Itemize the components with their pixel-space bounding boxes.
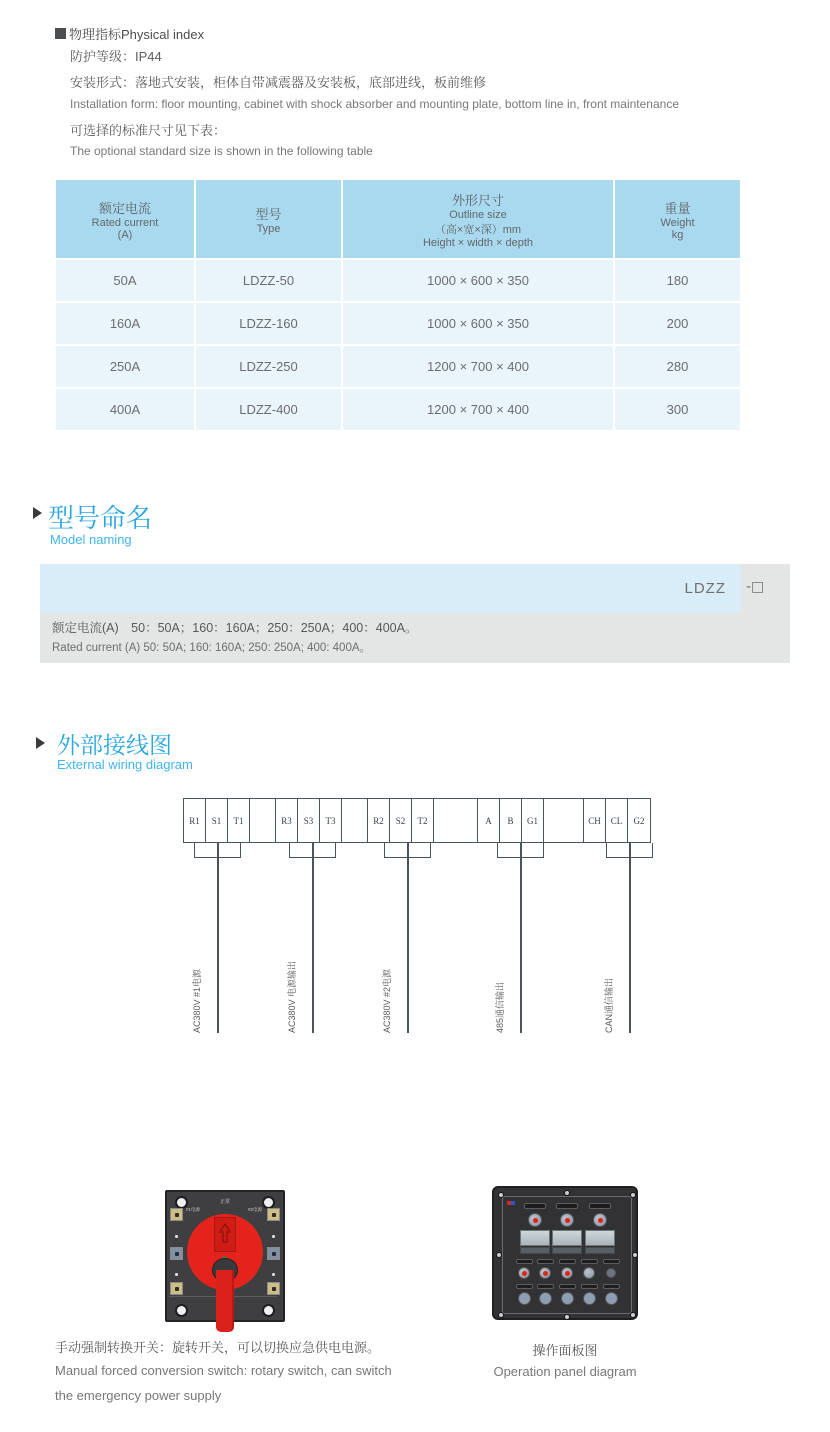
screw-dot	[630, 1312, 636, 1318]
terminal-strip	[183, 798, 651, 843]
mounting-hole	[175, 1304, 188, 1317]
indicator-light	[560, 1213, 574, 1227]
wiring-heading-en: External wiring diagram	[57, 757, 193, 772]
physical-index-title	[55, 24, 204, 43]
standard-size-table	[56, 180, 734, 432]
terminal: S2	[389, 799, 412, 842]
wire-label: AC380V #2电源	[382, 968, 392, 1033]
terminal: CH	[583, 799, 606, 842]
label-pill	[603, 1284, 620, 1289]
screw-dot	[496, 1252, 502, 1258]
indicator-dot	[175, 1235, 178, 1238]
model-naming-heading-en: Model naming	[50, 532, 132, 547]
lcd-display	[552, 1230, 582, 1246]
screw-dot	[498, 1312, 504, 1318]
terminal-spacer	[544, 799, 584, 842]
label-pill	[516, 1284, 533, 1289]
display-label-bar	[552, 1247, 582, 1254]
wire-line	[312, 843, 314, 1033]
header-rated-current: 额定电流 Rated current (A)	[56, 180, 194, 258]
terminal-block	[267, 1282, 280, 1295]
terminal: T1	[227, 799, 250, 842]
indicator-dot	[272, 1273, 275, 1276]
wire-line	[520, 843, 522, 1033]
screw-dot	[632, 1252, 638, 1258]
terminal-block	[267, 1208, 280, 1221]
wire-line	[407, 843, 409, 1033]
model-code: LDZZ	[684, 580, 726, 597]
terminal-block	[267, 1247, 280, 1260]
external-wiring-diagram	[0, 790, 830, 1050]
panel-button	[561, 1292, 574, 1305]
panel-caption-zh: 操作面板图	[532, 1343, 598, 1358]
panel-button	[583, 1292, 596, 1305]
model-naming-block	[40, 564, 790, 663]
model-naming-heading-zh: 型号命名	[48, 503, 153, 533]
rotary-switch-figure	[165, 1190, 285, 1332]
switch-right-label: #2电源	[248, 1207, 263, 1212]
terminal: S3	[297, 799, 320, 842]
table-header-row	[56, 180, 734, 258]
lcd-display	[585, 1230, 615, 1246]
screw-dot	[630, 1192, 636, 1198]
model-suffix-box: -□	[746, 579, 765, 595]
label-pill	[516, 1259, 533, 1264]
mounting-hole	[262, 1304, 275, 1317]
operation-panel-figure	[492, 1186, 638, 1320]
screw-dot	[564, 1190, 570, 1196]
wire-label: AC380V 电源输出	[287, 960, 297, 1033]
panel-button	[605, 1292, 618, 1305]
lcd-display	[520, 1230, 550, 1246]
label-pill	[581, 1259, 598, 1264]
table-row: 160A LDZZ-160 1000 × 600 × 350 200	[56, 303, 734, 344]
indicator-dot	[272, 1235, 275, 1238]
label-pill	[524, 1203, 546, 1209]
wire-label: 485通信输出	[495, 981, 505, 1033]
screw-dot	[564, 1314, 570, 1320]
label-pill	[556, 1203, 578, 1209]
terminal: S1	[205, 799, 228, 842]
indicator-light	[593, 1213, 607, 1227]
terminal-block	[170, 1282, 183, 1295]
switch-caption-en2: the emergency power supply	[55, 1388, 222, 1403]
terminal-block	[170, 1247, 183, 1260]
label-pill	[603, 1259, 620, 1264]
panel-button	[583, 1267, 595, 1279]
display-label-bar	[585, 1247, 615, 1254]
terminal: A	[477, 799, 500, 842]
switch-caption-en1: Manual forced conversion switch: rotary switch, can switch	[55, 1363, 392, 1378]
wire-label: CAN通信输出	[604, 977, 614, 1033]
indicator-light	[528, 1213, 542, 1227]
section-arrow-icon	[33, 507, 42, 519]
panel-button	[518, 1267, 530, 1279]
indicator-dot	[175, 1273, 178, 1276]
switch-caption-zh: 手动强制转换开关：旋转开关，可以切换应急供电电源。	[55, 1340, 381, 1355]
label-pill	[559, 1284, 576, 1289]
header-outline-size: 外形尺寸 Outline size （高×宽×深）mm Height × width × depth	[343, 180, 613, 258]
panel-caption-en: Operation panel diagram	[493, 1364, 637, 1379]
terminal: R2	[367, 799, 390, 842]
install-form-line-zh: 安装形式：落地式安装，柜体自带减震器及安装板，底部进线，板前维修	[70, 75, 487, 90]
label-pill	[559, 1259, 576, 1264]
terminal: T2	[411, 799, 434, 842]
panel-button	[561, 1267, 573, 1279]
label-pill	[589, 1203, 611, 1209]
up-arrow-icon	[215, 1218, 235, 1251]
optional-size-line-en: The optional standard size is shown in the following table	[70, 144, 373, 158]
terminal: T3	[319, 799, 342, 842]
model-code-band	[40, 564, 740, 613]
terminal-spacer	[250, 799, 276, 842]
panel-button	[606, 1268, 616, 1278]
table-row: 50A LDZZ-50 1000 × 600 × 350 180	[56, 260, 734, 301]
screw-dot	[498, 1192, 504, 1198]
rated-current-note-en: Rated current (A) 50: 50A; 160: 160A; 250: 250A; 400: 400A。	[52, 642, 372, 654]
terminal: CL	[605, 799, 628, 842]
dial-pointer	[214, 1217, 236, 1252]
header-type: 型号 Type	[196, 180, 341, 258]
logo-mark	[511, 1201, 515, 1205]
panel-button	[518, 1292, 531, 1305]
display-label-bar	[520, 1247, 550, 1254]
table-row: 400A LDZZ-400 1200 × 700 × 400 300	[56, 389, 734, 430]
switch-left-label: #1电源	[186, 1207, 201, 1212]
section-arrow-icon	[36, 737, 45, 749]
terminal-spacer	[342, 799, 368, 842]
terminal: G2	[627, 799, 650, 842]
panel-button	[539, 1292, 552, 1305]
switch-top-label: 正常	[219, 1199, 230, 1205]
switch-handle	[216, 1270, 234, 1332]
table-row: 250A LDZZ-250 1200 × 700 × 400 280	[56, 346, 734, 387]
terminal: R1	[183, 799, 206, 842]
terminal: G1	[521, 799, 544, 842]
wire-label: AC380V #1电源	[192, 968, 202, 1033]
panel-button	[539, 1267, 551, 1279]
terminal: R3	[275, 799, 298, 842]
wire-line	[629, 843, 631, 1033]
label-pill	[581, 1284, 598, 1289]
optional-size-line-zh: 可选择的标准尺寸见下表：	[70, 123, 227, 138]
protection-grade-line: 防护等级：IP44	[70, 49, 162, 64]
rated-current-note-zh: 额定电流(A) 50：50A；160：160A；250：250A；400：400A。	[52, 621, 418, 635]
terminal: B	[499, 799, 522, 842]
square-bullet-icon	[55, 28, 66, 39]
header-weight: 重量 Weight kg	[615, 180, 740, 258]
terminal-block	[170, 1208, 183, 1221]
label-pill	[537, 1284, 554, 1289]
install-form-line-en: Installation form: floor mounting, cabinet with shock absorber and mounting plate, bottom line in, front maintenance	[70, 97, 680, 111]
label-pill	[537, 1259, 554, 1264]
physical-index-title-text: 物理指标Physical index	[69, 27, 205, 42]
terminal-spacer	[434, 799, 478, 842]
wire-line	[217, 843, 219, 1033]
wiring-heading-zh: 外部接线图	[57, 732, 172, 758]
